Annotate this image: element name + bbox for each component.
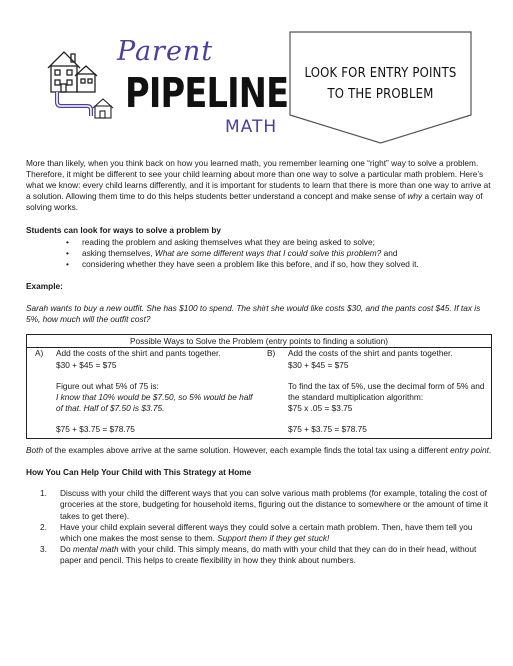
parent-pipeline-logo — [47, 30, 289, 140]
conclusion-end: . — [488, 445, 492, 456]
list-item-text: reading the problem and asking themselves what they are being asked to solve; — [82, 236, 375, 247]
list-item-text — [60, 488, 492, 521]
list-item — [66, 248, 492, 259]
solution-a-letter: A) — [35, 348, 44, 359]
list-item-text-part: Do — [60, 543, 73, 554]
solution-a-step-3: Figure out what 5% of 75 is: — [56, 380, 159, 391]
solution-b-letter: B) — [267, 348, 276, 359]
solution-b-step-3: To find the tax of 5%, use the decimal form of 5% and the standard multiplication algorithm: — [288, 380, 485, 402]
solution-a-step-1: Add the costs of the shirt and pants together. — [56, 348, 221, 359]
list-item-emphasis: What are some different ways that I could solve this problem? — [154, 247, 382, 258]
list-item — [40, 522, 492, 544]
banner-title-line-1: LOOK FOR ENTRY POINTS — [304, 66, 457, 81]
list-item — [66, 237, 492, 248]
conclusion-emphasis-1: Both — [26, 445, 44, 456]
home-heading: How You Can Help Your Child with This Strategy at Home — [26, 467, 252, 478]
example-problem: Sarah wants to buy a new outfit. She has $100 to spend. The shirt she would like costs $30, and the pants cost $45. If tax is 5%, how much will the outfit cost? — [26, 303, 481, 325]
logo-word-pipeline: PIPELINE — [125, 69, 289, 117]
intro-text-1: More than likely, when you think back on how you learned math, you remember learning one “right” way to solve a problem. Therefore, it might be different to see your child learning about more than one way to solve a particular math problem. Here’s what we know: every child learns differently, and it is important for students to learn that there is more than one way to arrive at a solution. Allowing them time to do this helps students better understand a concept and make sense of — [26, 158, 491, 202]
intro-paragraph — [26, 158, 492, 214]
solution-a-step-2: $30 + $45 = $75 — [56, 359, 117, 370]
conclusion-text: of the examples above arrive at the same solution. However, each example finds the total tax using a different — [43, 445, 451, 456]
example-heading: Example: — [26, 280, 63, 291]
list-item — [40, 488, 492, 521]
home-steps-list — [40, 488, 492, 566]
document-body — [26, 158, 492, 566]
list-item-text-part: Discuss with your child the different ways that you can solve various math problems (for example, totaling the cost of groceries at the store, budgeting for household items, figuring out the distance to somewhere or the amount of time it takes to get there). — [60, 488, 488, 521]
intro-text-2: a certain way of solving works. — [26, 191, 483, 213]
list-item — [40, 544, 492, 566]
solution-a-step-4: I know that 10% would be $7.50, so 5% would be half of that. Half of $7.50 is $3.75. — [56, 391, 253, 413]
list-item-text — [60, 544, 492, 566]
intro-emphasis: why — [407, 191, 423, 202]
solutions-table — [26, 334, 492, 439]
list-item-number: 1. — [40, 488, 47, 499]
banner-title-line-2: TO THE PROBLEM — [327, 87, 434, 102]
list-item-number: 2. — [40, 521, 47, 532]
solution-b-step-2: $30 + $45 = $75 — [288, 359, 349, 370]
logo-word-parent: Parent — [117, 36, 214, 67]
list-item-emphasis: Support them if they get stuck! — [217, 532, 330, 543]
list-item-text: considering whether they have seen a problem like this before, and if so, how they solved it. — [82, 258, 419, 269]
list-item — [66, 259, 492, 270]
solutions-table-header: Possible Ways to Solve the Problem (entry points to finding a solution) — [27, 335, 492, 348]
list-item-text-end: and — [381, 247, 398, 258]
logo-word-math: MATH — [225, 117, 278, 137]
conclusion-emphasis-2: entry point — [450, 445, 489, 456]
list-item-text-end: with your child. This simply means, do math with your child that they can do in their head, without paper and pencil. This helps to create flexibility in how they think about numbers. — [60, 543, 477, 565]
solution-b-cell — [259, 348, 492, 439]
solution-a-total: $75 + $3.75 = $78.75 — [56, 423, 135, 434]
strategies-heading: Students can look for ways to solve a problem by — [26, 224, 222, 235]
solution-a-cell — [27, 348, 260, 439]
house-pipeline-icon — [47, 44, 119, 124]
title-banner — [289, 31, 472, 144]
solution-b-step-1: Add the costs of the shirt and pants together. — [288, 348, 453, 359]
solution-b-total: $75 + $3.75 = $78.75 — [288, 423, 367, 434]
list-item-text — [60, 522, 492, 544]
conclusion-paragraph — [26, 445, 492, 456]
list-item-text-part: Have your child explain several different ways they could solve a certain math problem. Then, have them tell you which one makes the most sense to them. — [60, 521, 473, 543]
solution-b-step-4: $75 x .05 = $3.75 — [288, 402, 353, 413]
list-item-emphasis: mental math — [72, 543, 119, 554]
banner-title — [289, 63, 472, 105]
list-item-number: 3. — [40, 543, 47, 554]
list-item-text: asking themselves, — [82, 247, 155, 258]
strategies-list — [66, 237, 492, 270]
